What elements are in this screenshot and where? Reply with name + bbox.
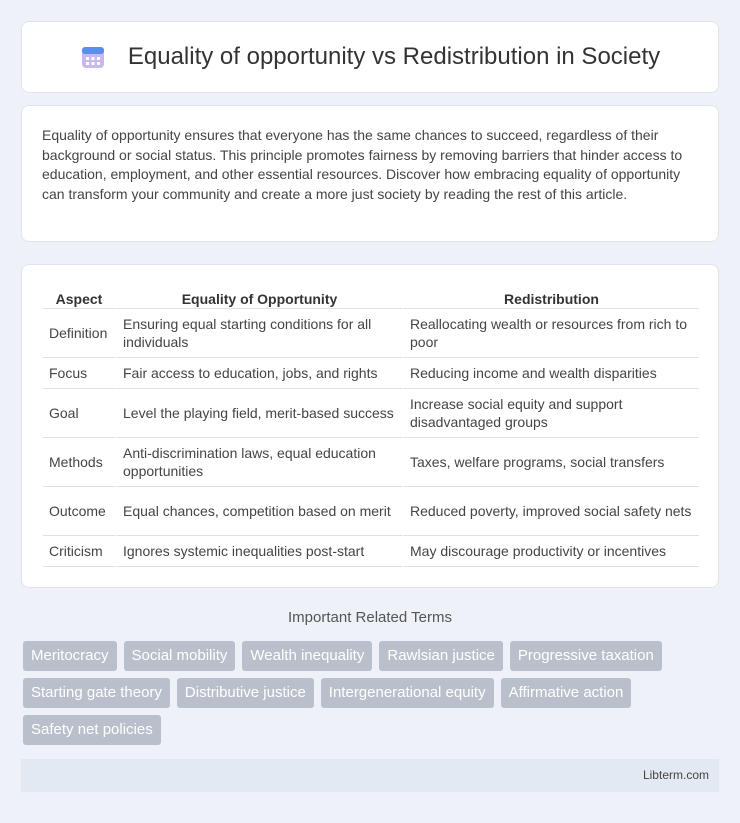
- header-redistribution: Redistribution: [402, 285, 699, 309]
- row-redistribution-cell: Taxes, welfare programs, social transfers: [402, 438, 699, 487]
- related-term-tag[interactable]: Starting gate theory: [23, 678, 170, 708]
- row-equality-cell: Anti-discrimination laws, equal education opportunities: [115, 438, 402, 487]
- row-redistribution-cell: Reducing income and wealth disparities: [402, 358, 699, 389]
- table-row: [43, 487, 699, 536]
- related-term-tag[interactable]: Social mobility: [124, 641, 236, 671]
- row-redistribution-cell: Reduced poverty, improved social safety nets: [402, 487, 699, 536]
- table-row: [43, 536, 699, 567]
- header-equality-of-opportunity: Equality of Opportunity: [115, 285, 402, 309]
- related-term-tag[interactable]: Rawlsian justice: [379, 641, 503, 671]
- intro-text: Equality of opportunity ensures that everyone has the same chances to succeed, regardless of their background or social status. This principle promotes fairness by removing barriers that hinder access to education, employment, and other essential resources. Discover how embracing equality of opportunity can transform your community and create a more just society by reading the rest of this article.: [42, 127, 683, 203]
- header-aspect: Aspect: [43, 285, 115, 309]
- row-aspect: Methods: [43, 438, 115, 487]
- title-card: [21, 21, 719, 93]
- row-redistribution-cell: Reallocating wealth or resources from rich to poor: [402, 309, 699, 358]
- related-term-tag[interactable]: Affirmative action: [501, 678, 632, 708]
- footer-site-link[interactable]: Libterm.com: [642, 768, 709, 782]
- related-term-tag[interactable]: Intergenerational equity: [321, 678, 494, 708]
- related-term-tag[interactable]: Wealth inequality: [242, 641, 372, 671]
- table-header-row: [43, 285, 699, 309]
- related-term-tag[interactable]: Meritocracy: [23, 641, 117, 671]
- table-row: [43, 389, 699, 438]
- comparison-table-card: [21, 264, 719, 588]
- calendar-grid-icon: [80, 44, 106, 70]
- row-equality-cell: Equal chances, competition based on merit: [115, 487, 402, 536]
- footer: [21, 759, 719, 792]
- related-term-tag[interactable]: Progressive taxation: [510, 641, 662, 671]
- row-aspect: Focus: [43, 358, 115, 389]
- intro-card: [21, 105, 719, 242]
- table-row: [43, 309, 699, 358]
- related-terms-title: Important Related Terms: [288, 609, 452, 626]
- comparison-table: [43, 285, 699, 567]
- row-aspect: Goal: [43, 389, 115, 438]
- row-equality-cell: Ensuring equal starting conditions for all individuals: [115, 309, 402, 358]
- row-redistribution-cell: May discourage productivity or incentives: [402, 536, 699, 567]
- row-aspect: Outcome: [43, 487, 115, 536]
- page-title: Equality of opportunity vs Redistribution in Society: [127, 43, 661, 70]
- related-terms-list: [23, 641, 723, 745]
- related-term-tag[interactable]: Safety net policies: [23, 715, 161, 745]
- related-term-tag[interactable]: Distributive justice: [177, 678, 314, 708]
- table-row: [43, 438, 699, 487]
- row-aspect: Criticism: [43, 536, 115, 567]
- row-equality-cell: Level the playing field, merit-based success: [115, 389, 402, 438]
- row-aspect: Definition: [43, 309, 115, 358]
- row-equality-cell: Fair access to education, jobs, and rights: [115, 358, 402, 389]
- row-equality-cell: Ignores systemic inequalities post-start: [115, 536, 402, 567]
- table-row: [43, 358, 699, 389]
- row-redistribution-cell: Increase social equity and support disadvantaged groups: [402, 389, 699, 438]
